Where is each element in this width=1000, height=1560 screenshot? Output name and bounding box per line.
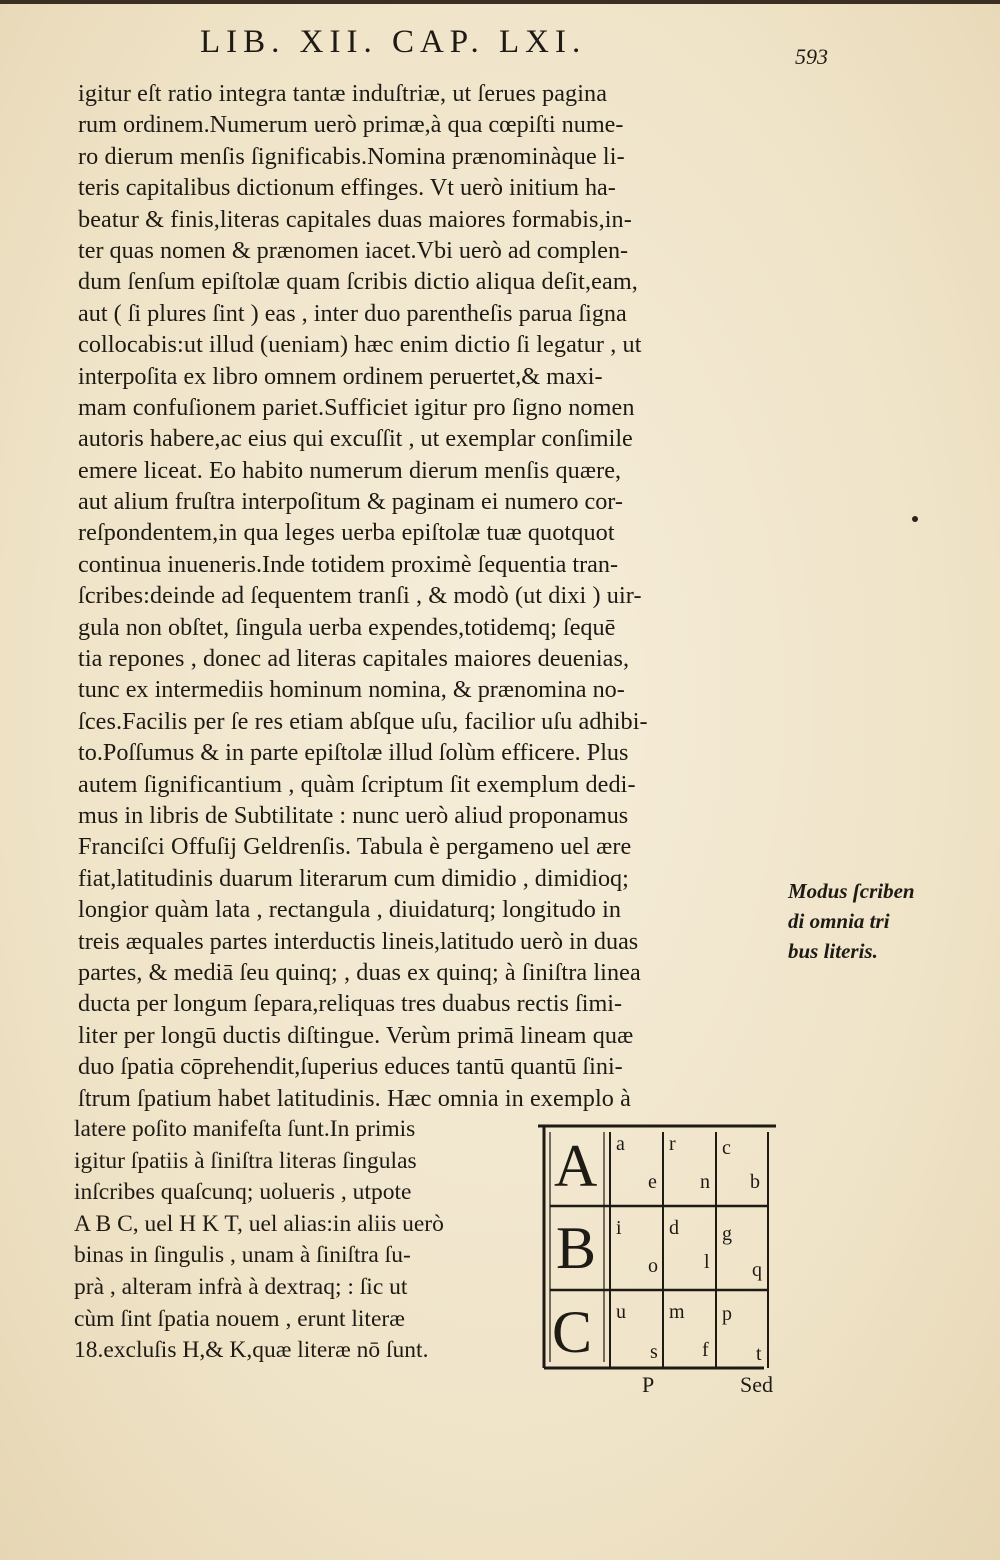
cipher-cell-top: c <box>722 1137 731 1159</box>
text-line: interpoſita ex libro omnem ordinem peruertet,& maxi- <box>78 362 603 390</box>
cipher-cell-top: i <box>616 1217 622 1239</box>
text-line: continua inueneris.Inde totidem proximè ſequentia tran- <box>78 550 619 578</box>
cipher-cell-top: g <box>722 1223 732 1245</box>
text-line: liter per longū ductis diſtingue. Verùm primā lineam quæ <box>78 1021 634 1049</box>
text-line: teris capitalibus dictionum effinges. Vt uerò initium ha- <box>78 174 616 202</box>
cipher-big-letter: B <box>556 1215 597 1281</box>
text-line: ter quas nomen & prænomen iacet.Vbi uerò ad complen- <box>78 236 629 264</box>
text-line: igitur eſt ratio integra tantæ induſtriæ, ut ſerues pagina <box>78 80 608 107</box>
catchword-line <box>636 1372 796 1402</box>
cipher-cell-bottom: o <box>648 1255 658 1277</box>
text-line: binas in ſingulis , unam à ſiniſtra ſu- <box>74 1242 411 1269</box>
main-text-block <box>78 78 790 1114</box>
text-line: tunc ex intermediis hominum nomina, & prænomina no- <box>78 676 625 704</box>
cipher-cell-bottom: e <box>648 1171 657 1193</box>
cipher-big-letter: A <box>554 1133 598 1199</box>
text-line: partes, & mediā ſeu quinq; , duas ex quinq; à ſiniſtra linea <box>78 958 641 986</box>
margin-note-line: Modus ſcriben <box>788 879 915 903</box>
cipher-cell-bottom: s <box>650 1341 658 1363</box>
text-line: emere liceat. Eo habito numerum dierum menſis quære, <box>78 456 622 484</box>
cipher-cell-bottom: t <box>756 1343 762 1365</box>
margin-note-line: di omnia tri <box>788 909 890 933</box>
cipher-cell-top: d <box>669 1217 679 1239</box>
cipher-cell-top: p <box>722 1303 732 1325</box>
text-line: ſtrum ſpatium habet latitudinis. Hæc omnia in exemplo à <box>78 1084 631 1112</box>
ink-speck <box>912 516 918 522</box>
cipher-big-letter: C <box>552 1299 593 1365</box>
cipher-cell-top: r <box>669 1133 676 1155</box>
text-line: longior quàm lata , rectangula , diuidaturq; longitudo in <box>78 896 622 924</box>
text-line: gula non obſtet, ſingula uerba expendes,totidemq; ſequē <box>78 613 616 641</box>
text-line: inſcribes quaſcunq; uolueris , utpote <box>74 1179 412 1206</box>
text-line: treis æquales partes interductis lineis,latitudo uerò in duas <box>78 927 639 955</box>
text-line: A B C, uel H K T, uel alias:in aliis uerò <box>74 1210 444 1237</box>
cipher-cell-bottom: q <box>752 1259 762 1281</box>
text-line: dum ſenſum epiſtolæ quam ſcribis dictio aliqua deſit,eam, <box>78 268 638 296</box>
signature-mark: P <box>642 1372 655 1397</box>
text-line: 18.excluſis H,& K,quæ literæ nō ſunt. <box>74 1337 429 1364</box>
cipher-cell-bottom: b <box>750 1171 760 1193</box>
margin-note-line: bus literis. <box>788 939 878 963</box>
cipher-cell-bottom: l <box>704 1251 710 1273</box>
text-line: rum ordinem.Numerum uerò primæ,à qua cœpiſti nume- <box>78 111 624 139</box>
text-line: mam confuſionem pariet.Sufficiet igitur pro ſigno nomen <box>78 393 635 421</box>
text-line: ſces.Facilis per ſe res etiam abſque uſu, facilior uſu adhibi- <box>78 707 648 735</box>
cipher-table <box>538 1120 778 1370</box>
text-line: mus in libris de Subtilitate : nunc uerò aliud proponamus <box>78 801 629 829</box>
catchword: Sed <box>740 1372 773 1397</box>
text-line: igitur ſpatiis à ſiniſtra literas ſingulas <box>74 1147 417 1174</box>
text-line: ro dierum menſis ſignificabis.Nomina prænominàque li- <box>78 142 625 170</box>
text-line: duo ſpatia cōprehendit,ſuperius educes tantū quantū ſini- <box>78 1053 623 1081</box>
text-line: beatur & finis,literas capitales duas maiores formabis,in- <box>78 205 632 233</box>
text-line: autem ſignificantium , quàm ſcriptum ſit exemplum dedi- <box>78 770 636 798</box>
text-line: tia repones , donec ad literas capitales maiores deuenias, <box>78 645 630 673</box>
text-line: to.Poſſumus & in parte epiſtolæ illud ſolùm efficere. Plus <box>78 739 629 767</box>
text-line: reſpondentem,in qua leges uerba epiſtolæ tuæ quotquot <box>78 519 615 547</box>
text-line: fiat,latitudinis duarum literarum cum dimidio , dimidioq; <box>78 864 629 892</box>
text-line: prà , alteram infrà à dextraq; : ſic ut <box>74 1273 408 1300</box>
cipher-cell-top: a <box>616 1133 625 1155</box>
text-line: collocabis:ut illud (ueniam) hæc enim dictio ſi legatur , ut <box>78 331 642 359</box>
cipher-cell-top: u <box>616 1301 626 1323</box>
text-line: latere poſito manifeſta ſunt.In primis <box>74 1116 416 1142</box>
text-line: aut ( ſi plures ſint ) eas , inter duo parentheſis parua ſigna <box>78 299 627 327</box>
text-line: cùm ſint ſpatia nouem , erunt literæ <box>74 1305 405 1332</box>
lower-text-block <box>74 1114 534 1367</box>
text-line: autoris habere,ac eius qui excuſſit , ut exemplar conſimile <box>78 425 633 453</box>
cipher-cell-top: m <box>669 1301 685 1323</box>
cipher-cell-bottom: n <box>700 1171 710 1193</box>
marginal-note <box>788 876 978 966</box>
text-line: ſcribes:deinde ad ſequentem tranſi , & modò (ut dixi ) uir- <box>78 582 642 610</box>
text-line: Franciſci Offuſij Geldrenſis. Tabula è pergameno uel ære <box>78 833 632 861</box>
text-line: aut alium fruſtra interpoſitum & paginam ei numero cor- <box>78 488 623 516</box>
folio-number: 593 <box>795 44 828 69</box>
running-title: LIB. XII. CAP. LXI. <box>200 24 587 60</box>
text-line: ducta per longum ſepara,reliquas tres duabus rectis ſimi- <box>78 990 623 1018</box>
page-top-edge <box>0 0 1000 4</box>
cipher-cell-bottom: f <box>702 1339 709 1361</box>
